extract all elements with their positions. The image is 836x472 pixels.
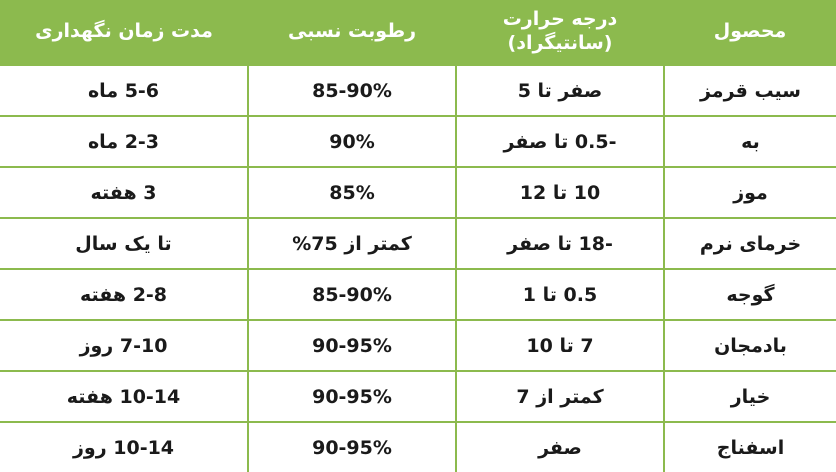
cell-product: به [664,116,836,167]
table-row [0,320,836,371]
column-header-humidity: رطوبت نسبی [248,0,456,65]
cell-duration: 3 هفته [0,167,248,218]
table-row [0,116,836,167]
cell-temperature: 0.5 تا 1 [456,269,664,320]
table-row [0,269,836,320]
cell-temperature: 7 تا 10 [456,320,664,371]
column-header-duration: مدت زمان نگهداری [0,0,248,65]
cell-product: موز [664,167,836,218]
table-body [0,65,836,472]
column-header-product: محصول [664,0,836,65]
cell-humidity: 85% [248,167,456,218]
table-header [0,0,836,65]
cell-temperature: 10 تا 12 [456,167,664,218]
cell-temperature: -0.5 تا صفر [456,116,664,167]
table-row [0,371,836,422]
cell-duration: 2-8 هفته [0,269,248,320]
cell-product: گوجه [664,269,836,320]
cell-temperature: صفر [456,422,664,472]
cell-humidity: 90-95% [248,422,456,472]
cell-duration: 7-10 روز [0,320,248,371]
cell-temperature: کمتر از 7 [456,371,664,422]
table-row [0,65,836,116]
cell-duration: تا یک سال [0,218,248,269]
cell-duration: 10-14 روز [0,422,248,472]
cell-duration: 10-14 هفته [0,371,248,422]
cell-humidity: 90-95% [248,320,456,371]
table-row [0,218,836,269]
cell-humidity: 85-90% [248,65,456,116]
cell-temperature: صفر تا 5 [456,65,664,116]
table-header-row [0,0,836,65]
cell-duration: 2-3 ماه [0,116,248,167]
table-row [0,167,836,218]
cell-temperature: -18 تا صفر [456,218,664,269]
table-row [0,422,836,472]
cell-product: خرمای نرم [664,218,836,269]
cell-humidity: 85-90% [248,269,456,320]
cell-humidity: کمتر از 75% [248,218,456,269]
cell-humidity: 90% [248,116,456,167]
column-header-temperature: درجه حرارت (سانتیگراد) [456,0,664,65]
cell-humidity: 90-95% [248,371,456,422]
cell-product: بادمجان [664,320,836,371]
cell-product: اسفناج [664,422,836,472]
cell-product: سیب قرمز [664,65,836,116]
cell-product: خیار [664,371,836,422]
cell-duration: 5-6 ماه [0,65,248,116]
